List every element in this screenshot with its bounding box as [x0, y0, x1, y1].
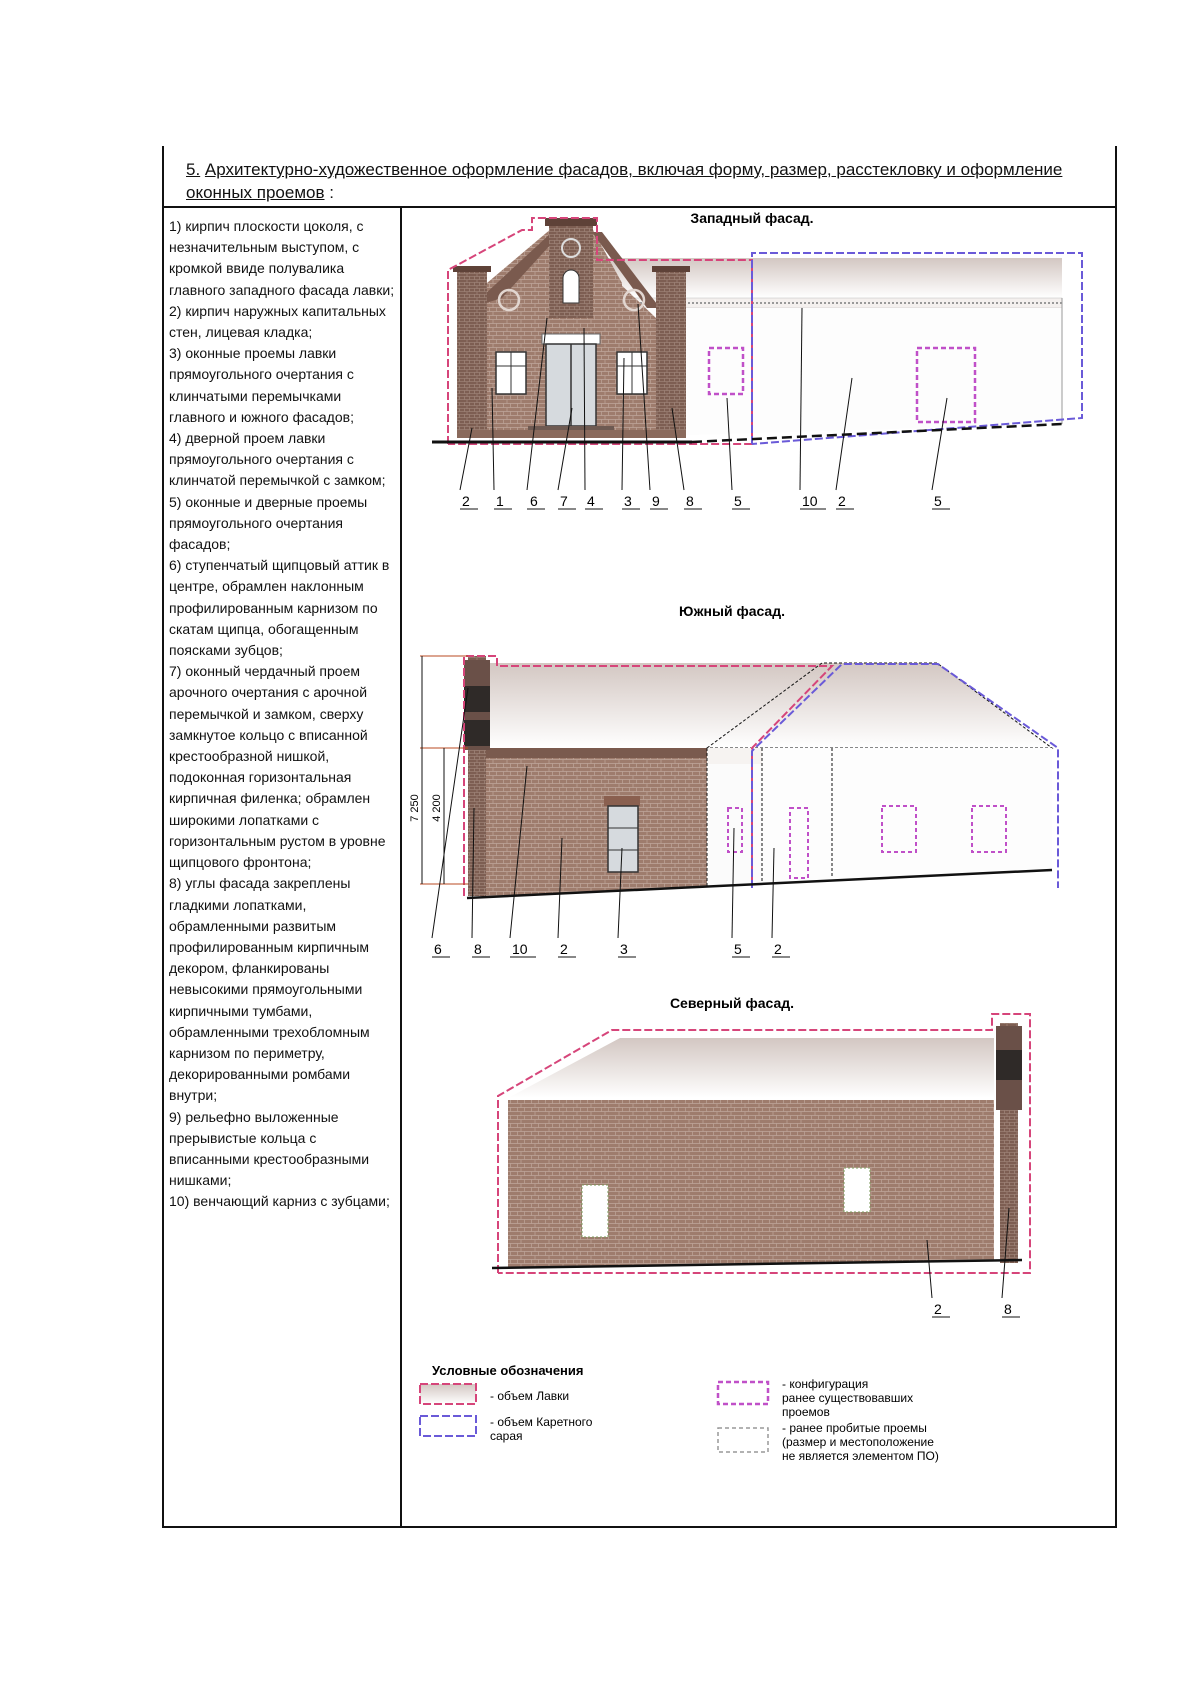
legend-item-openings-2: ранее существовавших	[782, 1391, 914, 1405]
section-title	[186, 158, 1086, 204]
south-shed-wall	[762, 748, 1052, 883]
north-wall	[508, 1100, 994, 1268]
feature-item-2: 2) кирпич наружных капитальных стен, лицевая кладка;	[169, 302, 386, 341]
west-callout: 8	[686, 493, 694, 509]
feature-item-5: 5) оконные и дверные проемы прямоугольного очертания фасадов;	[169, 493, 368, 553]
south-door	[608, 806, 638, 872]
legend-swatch-openings	[718, 1382, 768, 1404]
west-callouts	[462, 493, 942, 509]
west-right-pilaster-cap	[652, 266, 690, 272]
west-callout: 10	[802, 493, 818, 509]
south-callout: 2	[774, 941, 782, 957]
legend-item-punched-2: (размер и местоположение	[782, 1435, 934, 1449]
south-lavka-wall	[484, 756, 707, 898]
south-callout: 10	[512, 941, 528, 957]
feature-item-6: 6) ступенчатый щипцовый аттик в центре, обрамлен наклонным профилированным карнизом по скатам щипца, обогащенным поясками зубцов;	[169, 557, 390, 659]
north-window-right	[844, 1168, 870, 1212]
section-number: 5.	[186, 160, 201, 179]
west-callout: 7	[560, 493, 568, 509]
legend-item-saray-2: сарая	[490, 1429, 523, 1443]
west-facade-title: Западный фасад.	[690, 210, 814, 226]
west-callout: 1	[496, 493, 504, 509]
legend-swatch-punched	[718, 1428, 768, 1452]
legend-item-punched-1: - ранее пробитые проемы	[782, 1421, 927, 1435]
legend-swatch-lavka	[420, 1384, 476, 1404]
north-facade	[492, 995, 1030, 1317]
feature-item-4: 4) дверной проем лавки прямоугольного очертания с клинчатой перемычкой с замком;	[169, 430, 386, 489]
section-title-suffix: :	[324, 183, 334, 202]
section-title-text: Архитектурно-художественное оформление фасадов, включая форму, размер, расстекловку и оформление оконных проемов	[186, 160, 1063, 202]
feature-item-9: 9) рельефно выложенные прерывистые кольца с вписанными крестообразными нишками;	[169, 1108, 370, 1189]
north-facade-title: Северный фасад.	[669, 995, 795, 1011]
facade-drawings	[402, 208, 1112, 1523]
west-left-pilaster-cap	[453, 266, 491, 272]
west-attic-window	[563, 270, 579, 303]
west-right-pilaster	[656, 270, 686, 438]
south-callouts	[434, 941, 782, 957]
south-facade-title: Южный фасад.	[679, 603, 785, 619]
west-callout: 2	[838, 493, 846, 509]
south-callout: 3	[620, 941, 628, 957]
feature-item-1: 1) кирпич плоскости цоколя, с незначительным выступом, с кромкой ввиде полувалика главного западного фасада лавки;	[169, 218, 395, 298]
west-facade	[432, 210, 1082, 509]
south-dim-wall: 4 200	[431, 794, 443, 822]
north-callout: 8	[1004, 1301, 1012, 1317]
south-dim-total: 7 250	[409, 794, 421, 822]
west-callout: 3	[624, 493, 632, 509]
west-callout: 6	[530, 493, 538, 509]
legend-item-openings-3: проемов	[782, 1405, 830, 1419]
legend-item-saray-1: - объем Каретного	[490, 1415, 593, 1429]
legend	[420, 1363, 939, 1463]
north-callouts	[934, 1301, 1012, 1317]
south-pilaster-band-2	[464, 720, 490, 746]
west-callout: 4	[587, 493, 595, 509]
west-left-pilaster	[457, 270, 487, 438]
south-lavka-cornice	[484, 748, 707, 758]
legend-title: Условные обозначения	[432, 1363, 584, 1378]
feature-item-10: 10) венчающий карниз с зубцами;	[169, 1193, 390, 1210]
west-door-lintel	[542, 334, 600, 344]
north-window-left	[582, 1185, 608, 1237]
feature-item-3: 3) оконные проемы лавки прямоугольного очертания с клинчатыми перемычками главного и южного фасадов;	[169, 345, 354, 425]
west-plinth	[457, 430, 686, 438]
west-callout: 5	[934, 493, 942, 509]
legend-item-openings-1: - конфигурация	[782, 1377, 869, 1391]
document-sheet	[162, 146, 1117, 1528]
west-attic-cap	[545, 218, 597, 226]
south-facade	[409, 603, 1058, 957]
west-callout: 5	[734, 493, 742, 509]
north-roof	[508, 1038, 994, 1098]
north-callout: 2	[934, 1301, 942, 1317]
south-callout: 2	[560, 941, 568, 957]
south-callout: 5	[734, 941, 742, 957]
south-door-lintel	[604, 796, 640, 806]
south-callout: 8	[474, 941, 482, 957]
legend-item-punched-3: не является элементом ПО)	[782, 1449, 939, 1463]
north-pilaster-band	[996, 1050, 1022, 1080]
feature-item-8: 8) углы фасада закреплены гладкими лопатками, обрамленными развитым профилированным кирпичным декором, фланкированы невысокими прямоугольными кирпичными тумбами, обрамленными трехобломным карнизом по периметру, декорированными ромбами внутри;	[169, 875, 370, 1104]
west-callout: 9	[652, 493, 660, 509]
south-callout: 6	[434, 941, 442, 957]
features-list	[169, 216, 399, 1213]
south-shed-wall-low	[707, 764, 762, 886]
legend-swatch-saray	[420, 1416, 476, 1436]
legend-item-lavka: - объем Лавки	[490, 1389, 570, 1403]
section-header	[164, 146, 1115, 208]
west-callout: 2	[462, 493, 470, 509]
feature-item-7: 7) оконный чердачный проем арочного очертания с арочной перемычкой и замком, сверху замкнутое кольцо с вписанной крестообразной нишкой, подоконная горизонтальная кирпичная филенка; обрамлен широкими лопатками с горизонтальным рустом в уровне щипцового фронтона;	[169, 663, 386, 871]
